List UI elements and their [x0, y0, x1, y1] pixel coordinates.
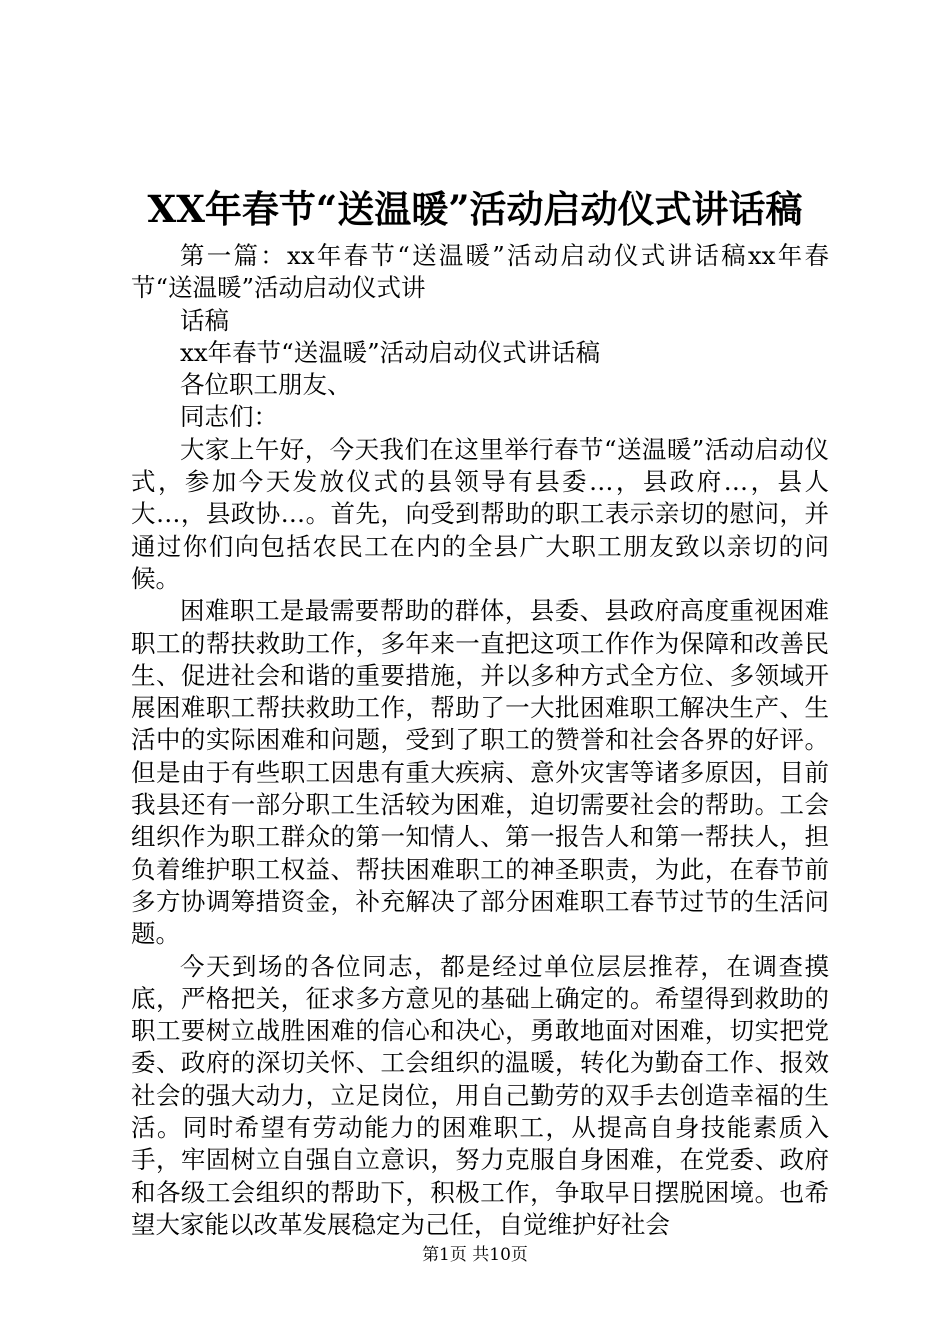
paragraph-intro: 第一篇：xx年春节“送温暖”活动启动仪式讲话稿xx年春节“送温暖”活动启动仪式讲	[131, 241, 829, 303]
paragraph-expectations: 今天到场的各位同志，都是经过单位层层推荐，在调查摸底，严格把关，征求多方意见的基础上确定的。希望得到救助的职工要树立战胜困难的信心和决心，勇敢地面对困难，切实把党委、政府的深切关怀、工会组织的温暖，转化为勤奋工作、报效社会的强大动力，立足岗位，用自己勤劳的双手去创造幸福的生活。同时希望有劳动能力的困难职工，从提高自身技能素质入手，牢固树立自强自立意识，努力克服自身困难，在党委、政府和各级工会组织的帮助下，积极工作，争取早日摆脱困境。也希望大家能以改革发展稳定为己任，自觉维护好社会	[131, 951, 829, 1239]
document-body	[131, 240, 829, 1241]
paragraph-background: 困难职工是最需要帮助的群体，县委、县政府高度重视困难职工的帮扶救助工作，多年来一直把这项工作作为保障和改善民生、促进社会和谐的重要措施，并以多种方式全方位、多领域开展困难职工帮扶救助工作，帮助了一大批困难职工解决生产、生活中的实际困难和问题，受到了职工的赞誉和社会各界的好评。但是由于有些职工因患有重大疾病、意外灾害等诸多原因，目前我县还有一部分职工生活较为困难，迫切需要社会的帮助。工会组织作为职工群众的第一知情人、第一报告人和第一帮扶人，担负着维护职工权益、帮扶困难职工的神圣职责，为此，在春节前多方协调筹措资金，补充解决了部分困难职工春节过节的生活问题。	[131, 596, 829, 949]
paragraph-salutation-2: 同志们：	[180, 402, 278, 432]
page-title: XX年春节“送温暖”活动启动仪式讲话稿	[147, 187, 803, 231]
paragraph-intro-tail: 话稿	[180, 305, 229, 335]
paragraph-salutation-1: 各位职工朋友、	[180, 370, 352, 400]
paragraph-subtitle: xx年春节“送温暖”活动启动仪式讲话稿	[180, 337, 601, 367]
paragraph-greeting: 大家上午好，今天我们在这里举行春节“送温暖”活动启动仪式，参加今天发放仪式的县领导有县委…，县政府…，县人大…，县政协…。首先，向受到帮助的职工表示亲切的慰问，并通过你们向包括农民工在内的全县广大职工朋友致以亲切的问候。	[131, 434, 829, 593]
page-number-footer: 第1页 共10页	[422, 1245, 528, 1265]
